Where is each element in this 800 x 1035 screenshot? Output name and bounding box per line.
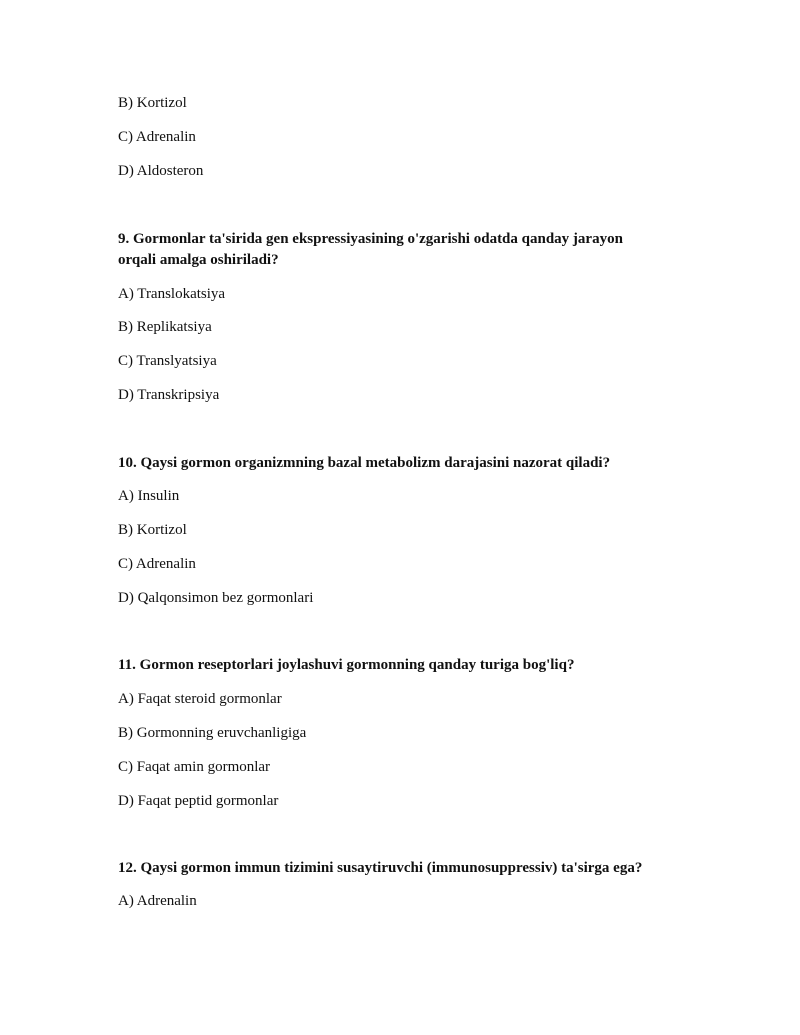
option-q12-a: A) Adrenalin (118, 893, 197, 909)
option-q10-b: B) Kortizol (118, 522, 187, 538)
option-q10-c: C) Adrenalin (118, 556, 196, 572)
question-11-text: 11. Gormon reseptorlari joylashuvi gormonning qanday turiga bog'liq? (118, 657, 575, 673)
option-q8-c: C) Adrenalin (118, 129, 196, 145)
option-q8-b: B) Kortizol (118, 95, 187, 111)
option-q9-b: B) Replikatsiya (118, 319, 212, 335)
option-q11-a: A) Faqat steroid gormonlar (118, 691, 282, 707)
option-q8-d: D) Aldosteron (118, 163, 204, 179)
question-9-text-line-2: orqali amalga oshiriladi? (118, 252, 279, 268)
option-q9-c: C) Translyatsiya (118, 353, 217, 369)
option-q9-d: D) Transkripsiya (118, 387, 220, 403)
option-q10-d: D) Qalqonsimon bez gormonlari (118, 590, 314, 606)
option-q9-a: A) Translokatsiya (118, 286, 226, 302)
option-q11-c: C) Faqat amin gormonlar (118, 759, 271, 775)
question-9-text-line-1: 9. Gormonlar ta'sirida gen ekspressiyasining o'zgarishi odatda qanday jarayon (118, 231, 623, 247)
option-q11-d: D) Faqat peptid gormonlar (118, 793, 279, 809)
question-10-text: 10. Qaysi gormon organizmning bazal metabolizm darajasini nazorat qiladi? (118, 455, 611, 471)
option-q10-a: A) Insulin (118, 488, 180, 504)
option-q11-b: B) Gormonning eruvchanligiga (118, 725, 307, 741)
question-12-text: 12. Qaysi gormon immun tizimini susaytiruvchi (immunosuppressiv) ta'sirga ega? (118, 860, 643, 876)
